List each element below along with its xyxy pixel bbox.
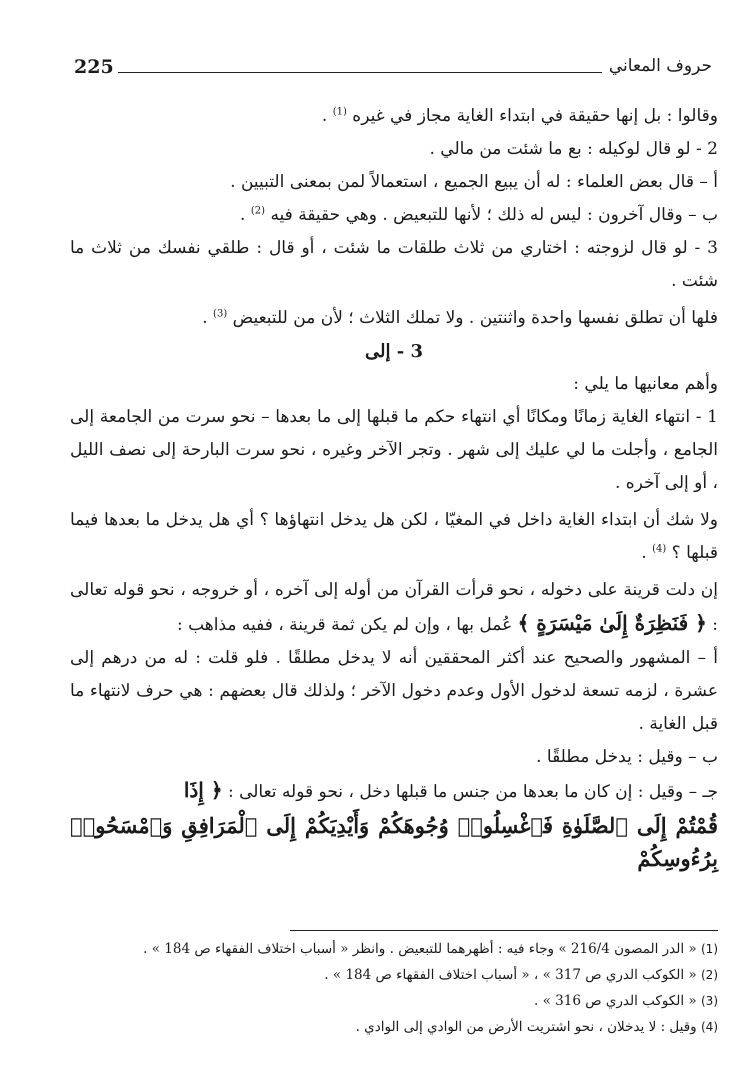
footnote: (2) « الكوكب الدري ص 317 » ، « أسباب اختلاف الفقهاء ص 184 » . [324, 967, 718, 983]
footnote-number: (4) [700, 1020, 718, 1034]
header-rule [118, 72, 602, 73]
section-heading: 3 - إلى [364, 341, 424, 362]
footnote-rule [290, 930, 718, 931]
body-text [70, 100, 718, 875]
quran-verse: ﴿ فَنَظِرَةٌ إِلَىٰ مَيْسَرَةٍ ﴾ [517, 611, 707, 635]
footnote-number: (1) [700, 942, 718, 956]
page-header [74, 56, 712, 86]
paragraph: وأهم معانيها ما يلي : [573, 374, 718, 394]
footnotes [70, 936, 718, 1040]
paragraph: 3 - لو قال لزوجته : اختاري من ثلاث طلقات ما شئت ، أو قال : طلقي نفسك من ثلاث ما شئت . [70, 238, 718, 291]
footnote-ref: (2) [250, 205, 266, 217]
footnote-number: (2) [700, 968, 718, 982]
page-number: 225 [74, 56, 114, 78]
footnote: (1) « الدر المصون 216/4 » وجاء فيه : أظهرهما للتبعيض . وانظر « أسباب اختلاف الفقهاء ص 184 » . [143, 941, 718, 957]
paragraph: ولا شك أن ابتداء الغاية داخل في المغيّا ، لكن هل يدخل انتهاؤها ؟ أي هل يدخل ما بعدها فيما قبلها ؟ $^{(4)}$ . [70, 510, 718, 563]
quran-verse: قُمْتُمْ إِلَى ٱلصَّلَوٰةِ فَٱغْسِلُوا۟ وُجُوهَكُمْ وَأَيْدِيَكُمْ إِلَى ٱلْمَرَافِقِ وَٱمْسَحُوا۟ بِرُءُوسِكُمْ [70, 813, 718, 871]
footnote-ref: (3) [213, 308, 228, 320]
paragraph: 1 - انتهاء الغاية زمانًا ومكانًا أي انتهاء حكم ما قبلها إلى ما بعدها – نحو سرت من الجامعة إلى الجامع ، وأجلت ما لي عليك إلى شهر . وتجر الآخر وغيره ، نحو سرت البارحة إلى نصف الليل ، أو إلى آخره . [70, 407, 718, 493]
paragraph: إن دلت قرينة على دخوله ، نحو قرأت القرآن من أوله إلى آخره ، أو خروجه ، نحو قوله تعالى : ﴿ فَنَظِرَةٌ إِلَىٰ مَيْسَرَةٍ ﴾ عُمل بها ، وإن لم يكن ثمة قرينة ، ففيه مذاهب : [70, 580, 718, 635]
footnote-ref: (1) [332, 106, 347, 118]
paragraph: ب – وقال آخرون : ليس له ذلك ؛ لأنها للتبعيض . وهي حقيقة فيه $^{(2)}$ . [240, 205, 718, 225]
footnote: (4) وقيل : لا يدخلان ، نحو اشتريت الأرض من الوادي إلى الوادي . [355, 1019, 718, 1035]
footnote-number: (3) [700, 994, 718, 1008]
footnote-ref: (4) [652, 543, 667, 555]
paragraph: جـ – وقيل : إن كان ما بعدها من جنس ما قبلها دخل ، نحو قوله تعالى : ﴿ إِذَا [183, 778, 718, 802]
running-title: حروف المعاني [608, 56, 712, 76]
paragraph: أ – قال بعض العلماء : له أن يبيع الجميع ، استعمالاً لمن بمعنى التبيين . [230, 172, 718, 192]
paragraph: وقالوا : بل إنها حقيقة في ابتداء الغاية مجاز في غيره $^{(1)}$ . [321, 106, 718, 126]
footnote: (3) « الكوكب الدري ص 316 » . [534, 993, 718, 1009]
paragraph: فلها أن تطلق نفسها واحدة واثنتين . ولا تملك الثلاث ؛ لأن من للتبعيض $^{(3)}$ . [202, 308, 718, 328]
paragraph: أ – المشهور والصحيح عند أكثر المحققين أنه لا يدخل مطلقًا . فلو قلت : له من درهم إلى عشرة ، لزمه تسعة لدخول الأول وعدم دخول الآخر ؛ ولذلك قال بعضهم : هي حرف لانتهاء ما قبل الغاية . [70, 648, 718, 734]
paragraph: ب – وقيل : يدخل مطلقًا . [536, 747, 718, 767]
quran-verse-start: ﴿ إِذَا [183, 778, 223, 802]
paragraph: 2 - لو قال لوكيله : بع ما شئت من مالي . [429, 139, 718, 159]
